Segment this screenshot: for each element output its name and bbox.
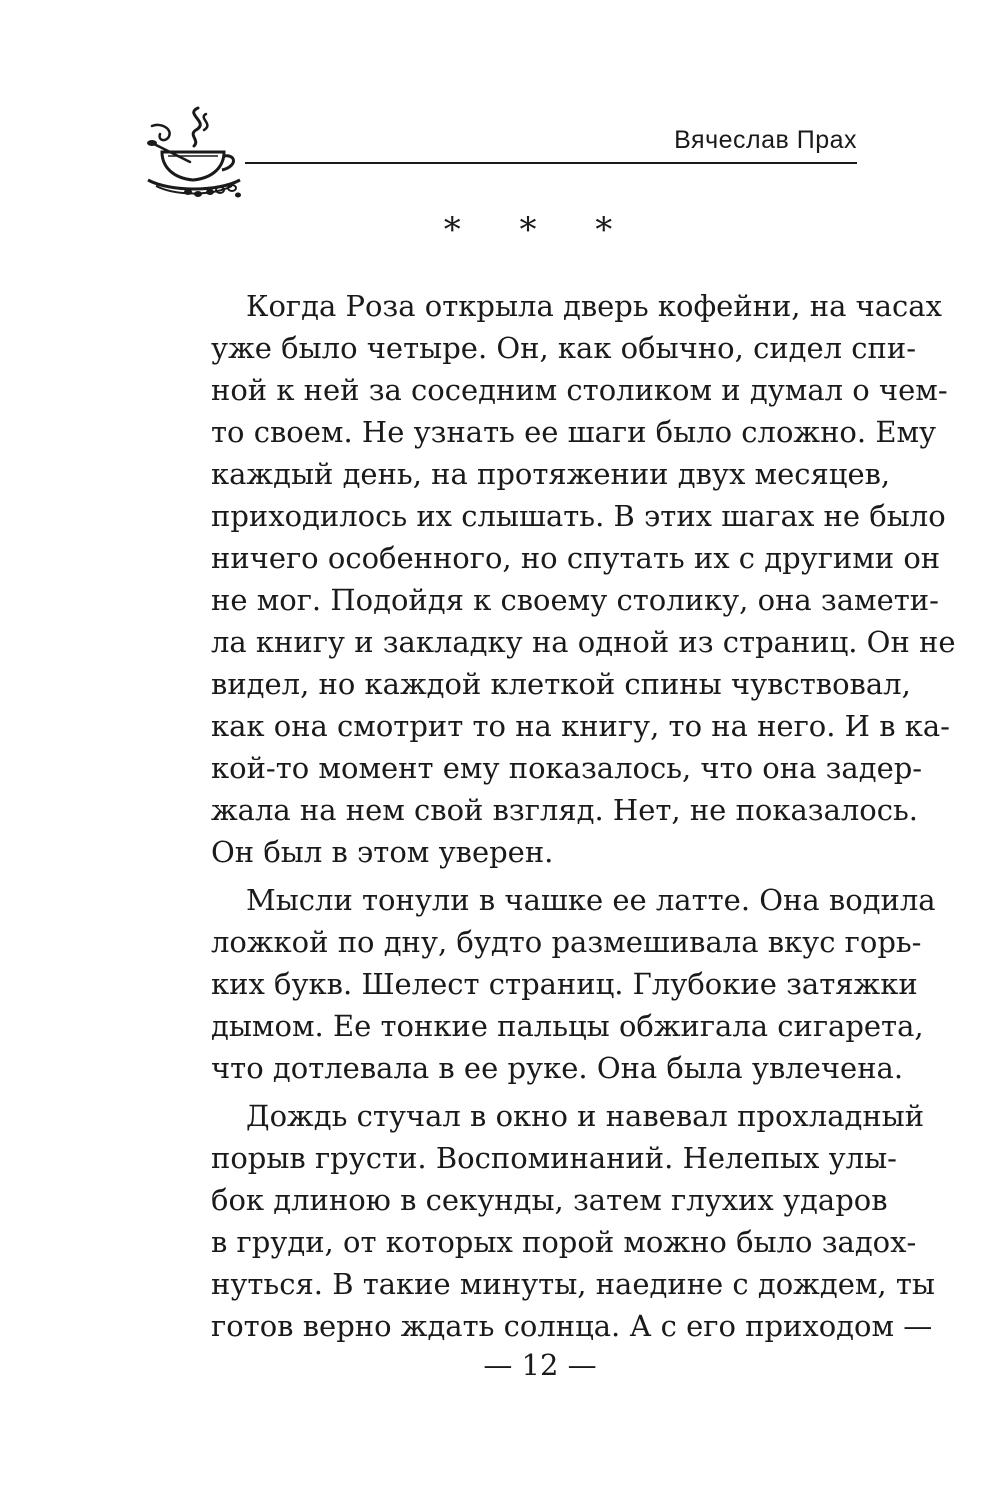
running-header-author: Вячеслав Прах [674,126,857,154]
text-line: Когда Роза открыла дверь кофейни, на часах [246,289,942,323]
running-header [140,100,860,210]
coffee-cup-icon [140,100,252,210]
text-line: Он был в этом уверен. [211,835,554,869]
text-line: готов верно ждать солнца. А с его приходом — [211,1309,933,1343]
text-line: как она смотрит то на книгу, то на него. И в ка- [211,709,950,743]
text-line: дымом. Ее тонкие пальцы обжигала сигарета, [211,1009,924,1043]
text-line: что дотлевала в ее руке. Она была увлечена. [211,1051,904,1085]
text-line: не мог. Подойдя к своему столику, она замети- [211,583,939,617]
paragraph-3 [211,1095,935,1347]
text-line: приходилось их слышать. В этих шагах не было [211,499,946,533]
text-line: ной к ней за соседним столиком и думал о чем- [211,373,948,407]
body-text [211,285,956,1353]
text-line: то своем. Не узнать ее шаги было сложно. Ему [211,415,937,449]
text-line: ничего особенного, но спутать их с другими он [211,541,941,575]
text-line: уже было четыре. Он, как обычно, сидел спи- [211,331,917,365]
text-line: нуться. В такие минуты, наедине с дождем, ты [211,1267,935,1301]
text-line: ких букв. Шелест страниц. Глубокие затяжки [211,967,918,1001]
text-line: Мысли тонули в чашке ее латте. Она водила [246,883,936,917]
paragraph-1 [211,285,956,873]
text-line: в груди, от которых порой можно было задох- [211,1225,917,1259]
header-rule [245,162,857,164]
text-line: кой-то момент ему показалось, что она задер- [211,751,923,785]
text-line: бок длиною в секунды, затем глухих ударов [211,1183,888,1217]
text-line: жала на нем свой взгляд. Нет, не показалось. [211,793,919,827]
text-line: видел, но каждой клеткой спины чувствовал, [211,667,911,701]
scene-break: * * * [443,210,637,250]
text-line: порыв грусти. Воспоминаний. Нелепых улы- [211,1141,897,1175]
paragraph-2 [211,879,936,1089]
text-line: Дождь стучал в окно и навевал прохладный [246,1099,925,1133]
text-line: каждый день, на протяжении двух месяцев, [211,457,891,491]
page-number: — 12 — [483,1348,597,1382]
text-line: ложкой по дну, будто размешивала вкус горь- [211,925,922,959]
text-line: ла книгу и закладку на одной из страниц. Он не [211,625,956,659]
